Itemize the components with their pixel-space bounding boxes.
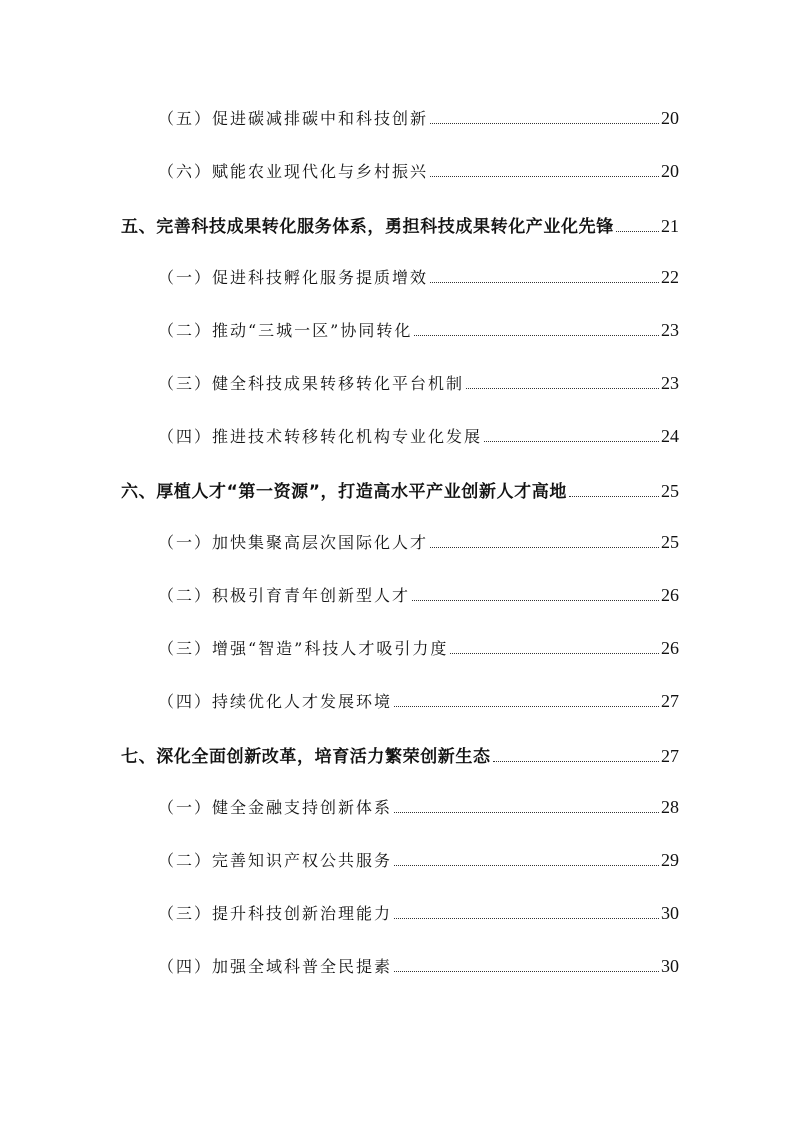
toc-entry[interactable] — [158, 424, 679, 447]
toc-entry-chapter[interactable] — [121, 477, 679, 502]
toc-page-number: 25 — [661, 532, 679, 552]
toc-page-number: 27 — [661, 746, 679, 766]
toc-entry-title: （四）持续优化人才发展环境 — [158, 692, 393, 711]
toc-entry[interactable] — [158, 954, 679, 977]
toc-page-number: 26 — [661, 585, 679, 605]
toc-entry[interactable] — [158, 689, 679, 712]
toc-page-number: 22 — [661, 267, 679, 287]
toc-entry[interactable] — [158, 159, 679, 182]
toc-entry-title: （六）赋能农业现代化与乡村振兴 — [158, 162, 429, 181]
toc-entry-title: （二）推动“三城一区”协同转化 — [158, 321, 413, 340]
toc-chapter-title: 七、深化全面创新改革，培育活力繁荣创新生态 — [121, 747, 491, 767]
toc-page-number: 29 — [661, 850, 679, 870]
dot-leader — [466, 388, 659, 389]
toc-entry[interactable] — [158, 848, 679, 871]
dot-leader — [430, 123, 659, 124]
toc-entry[interactable] — [158, 318, 679, 341]
toc-page-number: 24 — [661, 426, 679, 446]
toc-page-number: 30 — [661, 903, 679, 923]
toc-entry-title: （三）增强“智造”科技人才吸引力度 — [158, 639, 449, 658]
toc-page-number: 28 — [661, 797, 679, 817]
dot-leader — [394, 865, 659, 866]
toc-entry-title: （一）健全金融支持创新体系 — [158, 798, 393, 817]
toc-entry-title: （三）提升科技创新治理能力 — [158, 904, 393, 923]
toc-page-number: 21 — [661, 216, 679, 236]
toc-page-number: 23 — [661, 320, 679, 340]
toc-chapter-title: 六、厚植人才“第一资源”，打造高水平产业创新人才高地 — [121, 482, 567, 502]
dot-leader — [430, 547, 659, 548]
toc-entry-title: （三）健全科技成果转移转化平台机制 — [158, 374, 465, 393]
toc-entry-title: （五）促进碳减排碳中和科技创新 — [158, 109, 429, 128]
toc-entry-chapter[interactable] — [121, 212, 679, 237]
toc-entry-title: （二）积极引育青年创新型人才 — [158, 586, 411, 605]
toc-entry[interactable] — [158, 371, 679, 394]
toc-entry[interactable] — [158, 795, 679, 818]
toc-chapter-title: 五、完善科技成果转化服务体系，勇担科技成果转化产业化先锋 — [121, 217, 614, 237]
dot-leader — [450, 653, 659, 654]
dot-leader — [394, 706, 659, 707]
dot-leader — [414, 335, 659, 336]
dot-leader — [430, 282, 659, 283]
toc-entry-chapter[interactable] — [121, 742, 679, 767]
dot-leader — [430, 176, 659, 177]
toc-entry[interactable] — [158, 106, 679, 129]
toc-page-number: 20 — [661, 161, 679, 181]
dot-leader — [394, 918, 659, 919]
dot-leader — [394, 971, 659, 972]
toc-page-number: 23 — [661, 373, 679, 393]
toc-entry[interactable] — [158, 583, 679, 606]
toc-entry[interactable] — [158, 901, 679, 924]
dot-leader — [616, 231, 659, 232]
toc-entry-title: （四）推进技术转移转化机构专业化发展 — [158, 427, 483, 446]
toc-entry-title: （二）完善知识产权公共服务 — [158, 851, 393, 870]
dot-leader — [484, 441, 659, 442]
toc-page-number: 27 — [661, 691, 679, 711]
dot-leader — [412, 600, 659, 601]
toc-entry[interactable] — [158, 530, 679, 553]
toc-entry[interactable] — [158, 636, 679, 659]
toc-entry-title: （一）促进科技孵化服务提质增效 — [158, 268, 429, 287]
toc-entry-title: （四）加强全域科普全民提素 — [158, 957, 393, 976]
toc-entry[interactable] — [158, 265, 679, 288]
toc-page-number: 26 — [661, 638, 679, 658]
toc-page-number: 30 — [661, 956, 679, 976]
dot-leader — [569, 496, 659, 497]
toc-page-number: 25 — [661, 481, 679, 501]
toc-entry-title: （一）加快集聚高层次国际化人才 — [158, 533, 429, 552]
toc-page-number: 20 — [661, 108, 679, 128]
dot-leader — [493, 761, 659, 762]
dot-leader — [394, 812, 659, 813]
